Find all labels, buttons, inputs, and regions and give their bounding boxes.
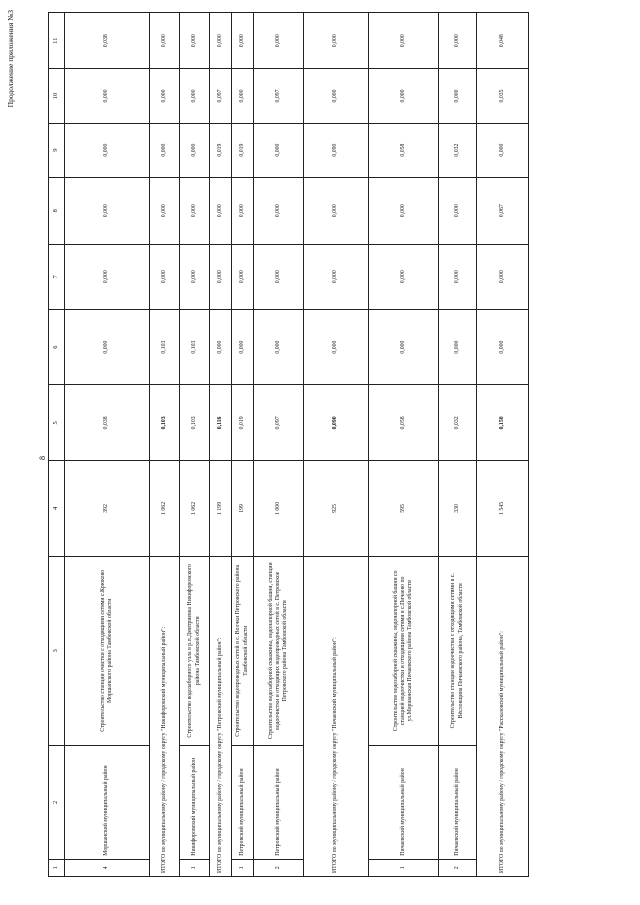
table-cell: 0,000 [180, 123, 210, 177]
table-cell: 0,000 [254, 123, 304, 177]
table-cell: 2 [439, 859, 477, 876]
table-cell: 0,000 [180, 177, 210, 244]
table-cell: 0,103 [180, 385, 210, 461]
total-row [150, 13, 180, 877]
table-cell: 1 [369, 859, 439, 876]
table-cell: 0,116 [210, 385, 232, 461]
table-cell: 0,019 [232, 385, 254, 461]
table-row [65, 13, 150, 877]
table-cell: 0,035 [477, 69, 529, 123]
table-cell: 0,000 [180, 244, 210, 309]
table-cell: 0,000 [210, 309, 232, 385]
column-header: 4 [49, 461, 65, 556]
table-cell: Пичаевский муниципальный район [439, 746, 477, 860]
table-cell: 199 [232, 461, 254, 556]
table-row [232, 13, 254, 877]
table-cell: Никифоровский муниципальный район [180, 746, 210, 860]
table-cell: 0,032 [439, 123, 477, 177]
table-cell: 0,058 [369, 123, 439, 177]
table-cell: 0,000 [439, 69, 477, 123]
table-cell: Строительство станции водоочистки с отходящими сетями в с. Вёсловщина Пичаевского района, Тамбовской области [439, 556, 477, 745]
table-cell: 0,000 [304, 309, 369, 385]
table-cell: 0,000 [210, 13, 232, 69]
table-cell: 392 [65, 461, 150, 556]
table-cell: 1 062 [180, 461, 210, 556]
table-cell: 0,000 [477, 309, 529, 385]
table-cell: 0,058 [369, 385, 439, 461]
table-cell: 0,000 [150, 13, 180, 69]
table-cell: Пичаевский муниципальный район [369, 746, 439, 860]
table-cell: 1 [180, 859, 210, 876]
total-label: ИТОГО по муниципальному району / городскому округу "Пичаевский муниципальный район": [304, 556, 369, 876]
table-cell: 1 000 [254, 461, 304, 556]
continuation-note: Продолжение приложения №3 [6, 10, 15, 108]
total-label: ИТОГО по муниципальному району / городскому округу "Никифоровский муниципальный район": [150, 556, 180, 876]
table-cell: Строительство водопроводных сетей в с. Волчки Петровского района Тамбовской области [232, 556, 254, 745]
column-header: 1 [49, 859, 65, 876]
table-row [439, 13, 477, 877]
table-cell: 4 [65, 859, 150, 876]
data-table [48, 12, 529, 877]
total-row [304, 13, 369, 877]
table-cell: 0,000 [232, 309, 254, 385]
table-cell: 1 [232, 859, 254, 876]
table-cell: 0,000 [150, 123, 180, 177]
table-cell: 0,000 [65, 309, 150, 385]
table-cell: 0,150 [477, 385, 529, 461]
table-cell: Петровский муниципальный район [232, 746, 254, 860]
table-cell: 0,097 [254, 69, 304, 123]
table-cell: 0,000 [369, 309, 439, 385]
table-cell: Строительство водозаборной скважины, водонапорной башни, станции водоочистки и отходящих водопроводных сетей в с. Петровское Петровского района Тамбовской области [254, 556, 304, 745]
table-cell: 0,000 [150, 244, 180, 309]
table-cell: 0,000 [232, 69, 254, 123]
table-cell: 2 [254, 859, 304, 876]
table-cell: 0,000 [150, 177, 180, 244]
table-row [180, 13, 210, 877]
table-cell: 0,000 [439, 309, 477, 385]
page-number: 8 [38, 456, 47, 460]
column-header: 7 [49, 244, 65, 309]
total-row [210, 13, 232, 877]
table-cell: 0,000 [254, 177, 304, 244]
table-cell: 0,000 [254, 13, 304, 69]
table-cell: 0,000 [369, 13, 439, 69]
total-row [477, 13, 529, 877]
header-row [49, 13, 65, 877]
table-cell: 0,000 [232, 244, 254, 309]
table-cell: 0,000 [477, 123, 529, 177]
table-row [254, 13, 304, 877]
table-cell: 0,000 [232, 177, 254, 244]
table-cell: 0,000 [150, 69, 180, 123]
table-cell: 0,000 [304, 69, 369, 123]
table-cell: Строительство станции очистки с отходящими сетями с.Крюково Моршанского района Тамбовской области [65, 556, 150, 745]
table-cell: 0,000 [304, 177, 369, 244]
table-cell: 0,000 [304, 13, 369, 69]
column-header: 2 [49, 746, 65, 860]
table-cell: 0,000 [369, 69, 439, 123]
table-body [65, 13, 529, 877]
table-cell: 1 199 [210, 461, 232, 556]
table-cell: 0,000 [254, 244, 304, 309]
total-label: ИТОГО по муниципальному району / городскому округу "Рассказовский муниципальный район": [477, 556, 529, 876]
column-header: 10 [49, 69, 65, 123]
table-cell: 0,000 [65, 244, 150, 309]
column-header: 11 [49, 13, 65, 69]
table-cell: 0,090 [304, 385, 369, 461]
column-header: 8 [49, 177, 65, 244]
table-cell: 0,019 [232, 123, 254, 177]
table-cell: Моршанский муниципальный район [65, 746, 150, 860]
table-cell: 0,000 [369, 177, 439, 244]
table-cell: 0,000 [210, 244, 232, 309]
table-cell: 0,090 [304, 123, 369, 177]
table-cell: 0,000 [65, 123, 150, 177]
table-cell: 0,000 [180, 13, 210, 69]
table-cell: 595 [369, 461, 439, 556]
table-cell: 0,000 [369, 244, 439, 309]
table-cell: 0,000 [232, 13, 254, 69]
column-header: 3 [49, 556, 65, 745]
table-cell: Петровский муниципальный район [254, 746, 304, 860]
table-cell: 0,000 [210, 177, 232, 244]
table-cell: 330 [439, 461, 477, 556]
table-cell: 0,000 [180, 69, 210, 123]
table-cell: 1 062 [150, 461, 180, 556]
table-cell: 0,000 [477, 244, 529, 309]
table-cell: 925 [304, 461, 369, 556]
table-cell: 0,067 [477, 177, 529, 244]
table-cell: 0,000 [439, 13, 477, 69]
column-header: 9 [49, 123, 65, 177]
column-header: 5 [49, 385, 65, 461]
table-cell: 0,019 [210, 123, 232, 177]
total-label: ИТОГО по муниципальному району / городскому округу "Петровский муниципальный район": [210, 556, 232, 876]
table-cell: 0,000 [439, 244, 477, 309]
table-cell: 0,097 [210, 69, 232, 123]
table-cell: 0,000 [65, 177, 150, 244]
table-cell: 0,032 [439, 385, 477, 461]
table-cell: 0,038 [65, 385, 150, 461]
table-cell: 0,000 [304, 244, 369, 309]
table-cell: 0,000 [65, 69, 150, 123]
table-cell: Строительство водозаборного узла в р.п.Дмитриевка Никифоровского района Тамбовской области [180, 556, 210, 745]
table-row [369, 13, 439, 877]
table-cell: 0,038 [65, 13, 150, 69]
table-cell: 1 545 [477, 461, 529, 556]
table-cell: 0,097 [254, 385, 304, 461]
table-cell: 0,000 [254, 309, 304, 385]
table-cell: Строительство водозаборной скважины, водонапорной башни со станцией водоочистки и отходящими сетями в с.Пичаево по ул.Моршанская Пичаевского района Тамбовской области [369, 556, 439, 745]
column-header: 6 [49, 309, 65, 385]
table-cell: 0,103 [150, 309, 180, 385]
table-cell: 0,000 [439, 177, 477, 244]
table-cell: 0,103 [150, 385, 180, 461]
table-cell: 0,048 [477, 13, 529, 69]
table-cell: 0,103 [180, 309, 210, 385]
